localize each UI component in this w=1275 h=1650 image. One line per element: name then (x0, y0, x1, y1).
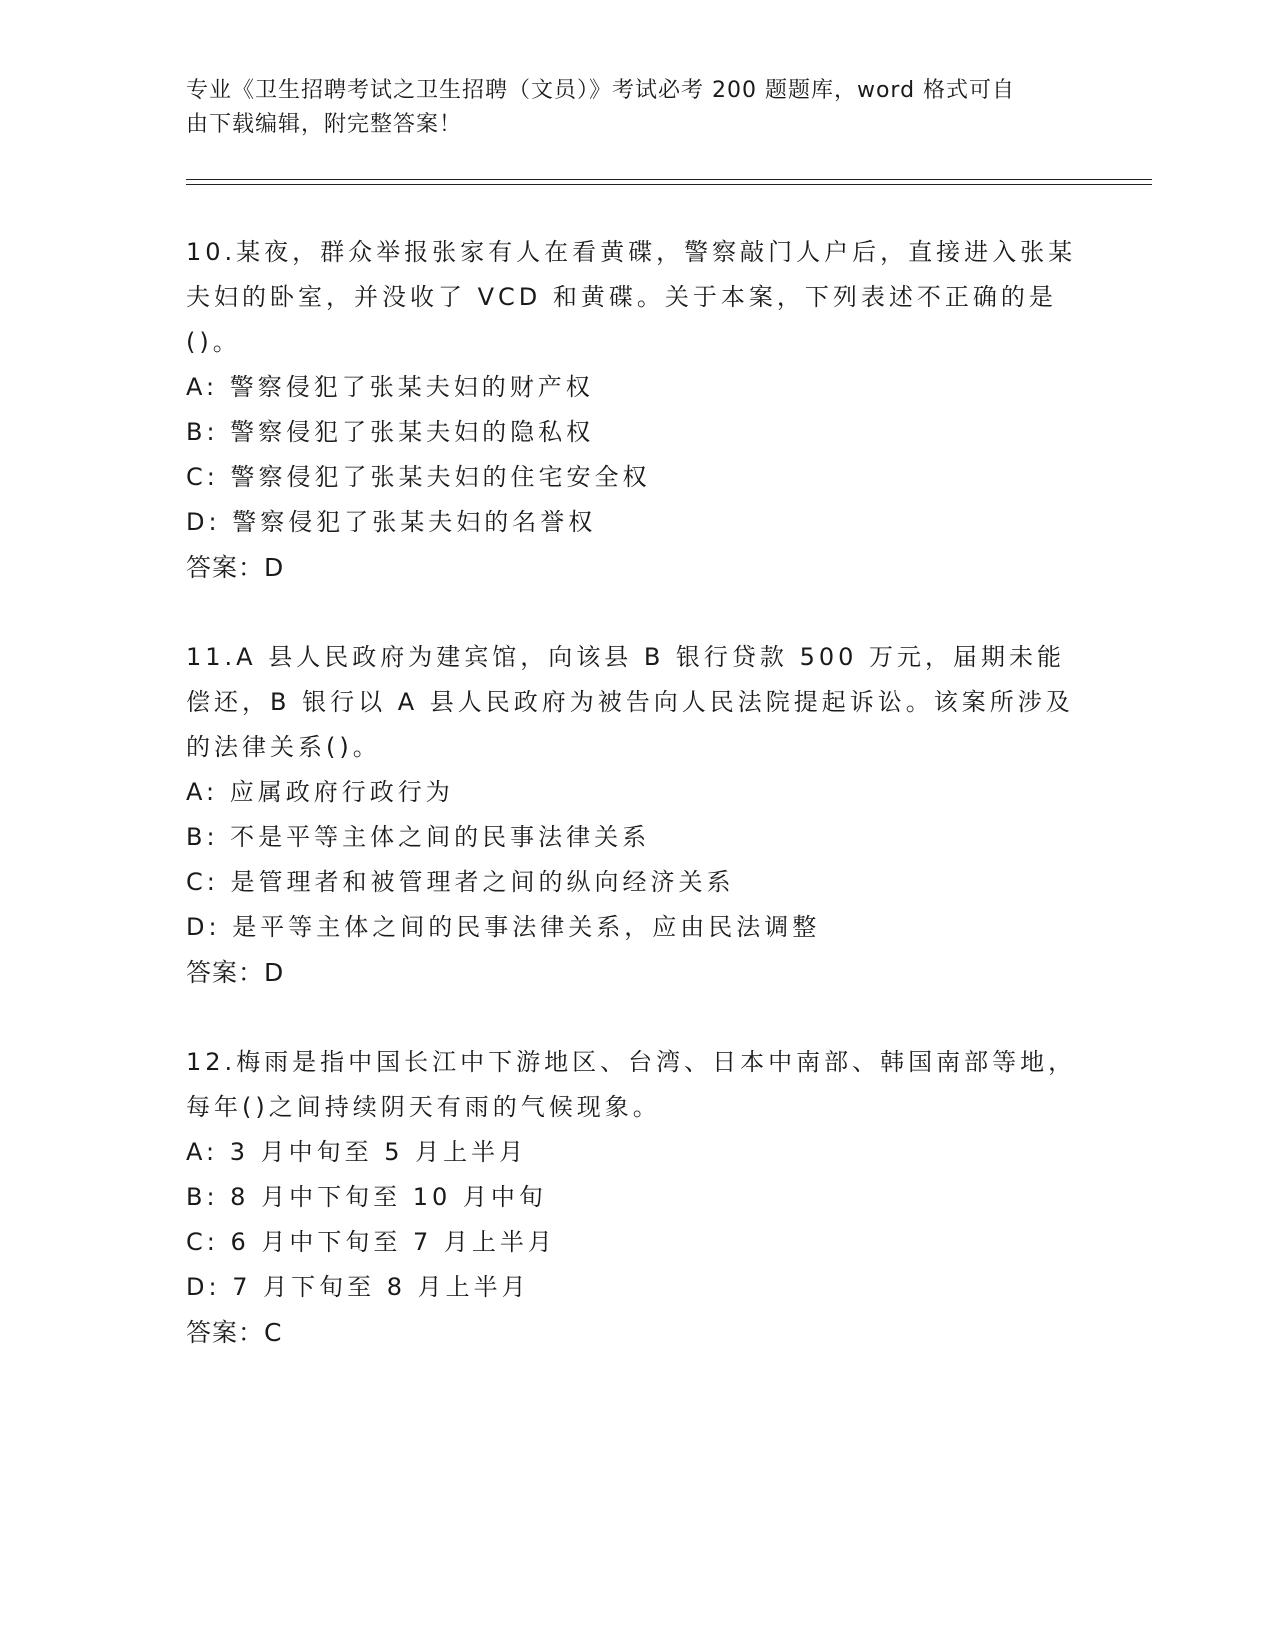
answer-label: 答案：D (186, 553, 285, 582)
option-a: A: 警察侵犯了张某夫妇的财产权 (186, 373, 594, 401)
option-a: A: 3 月中旬至 5 月上半月 (186, 1138, 528, 1166)
option-c: C: 警察侵犯了张某夫妇的住宅安全权 (186, 463, 651, 491)
option-d: D: 警察侵犯了张某夫妇的名誉权 (186, 508, 597, 536)
option-b: B: 8 月中下旬至 10 月中旬 (186, 1183, 547, 1211)
intro-line-2: 由下载编辑，附完整答案！ (186, 112, 463, 137)
option-a: A: 应属政府行政行为 (186, 778, 454, 806)
header-divider-bottom (186, 184, 1152, 185)
answer-label: 答案：C (186, 1318, 283, 1347)
option-d: D: 7 月下旬至 8 月上半月 (186, 1273, 530, 1301)
header-divider-top (186, 179, 1152, 180)
option-b: B: 警察侵犯了张某夫妇的隐私权 (186, 418, 595, 446)
question-10 (186, 230, 1086, 590)
intro-line-1: 专业《卫生招聘考试之卫生招聘（文员）》考试必考 200 题题库，word 格式可自 (186, 78, 1016, 103)
document-intro (186, 74, 1076, 142)
option-c: C: 6 月中下旬至 7 月上半月 (186, 1228, 556, 1256)
option-d: D: 是平等主体之间的民事法律关系，应由民法调整 (186, 913, 821, 941)
option-c: C: 是管理者和被管理者之间的纵向经济关系 (186, 868, 735, 896)
answer-label: 答案：D (186, 958, 285, 987)
question-12 (186, 1040, 1086, 1355)
option-b: B: 不是平等主体之间的民事法律关系 (186, 823, 651, 851)
question-text: 11.A 县人民政府为建宾馆，向该县 B 银行贷款 500 万元，届期未能偿还，B 银行以 A 县人民政府为被告向人民法院提起诉讼。该案所涉及的法律关系()。 (186, 643, 1074, 761)
question-text: 10.某夜，群众举报张家有人在看黄碟，警察敲门人户后，直接进入张某夫妇的卧室，并没收了 VCD 和黄碟。关于本案，下列表述不正确的是()。 (186, 238, 1077, 356)
question-11 (186, 635, 1086, 995)
question-text: 12.梅雨是指中国长江中下游地区、台湾、日本中南部、韩国南部等地，每年()之间持续阴天有雨的气候现象。 (186, 1048, 1077, 1121)
